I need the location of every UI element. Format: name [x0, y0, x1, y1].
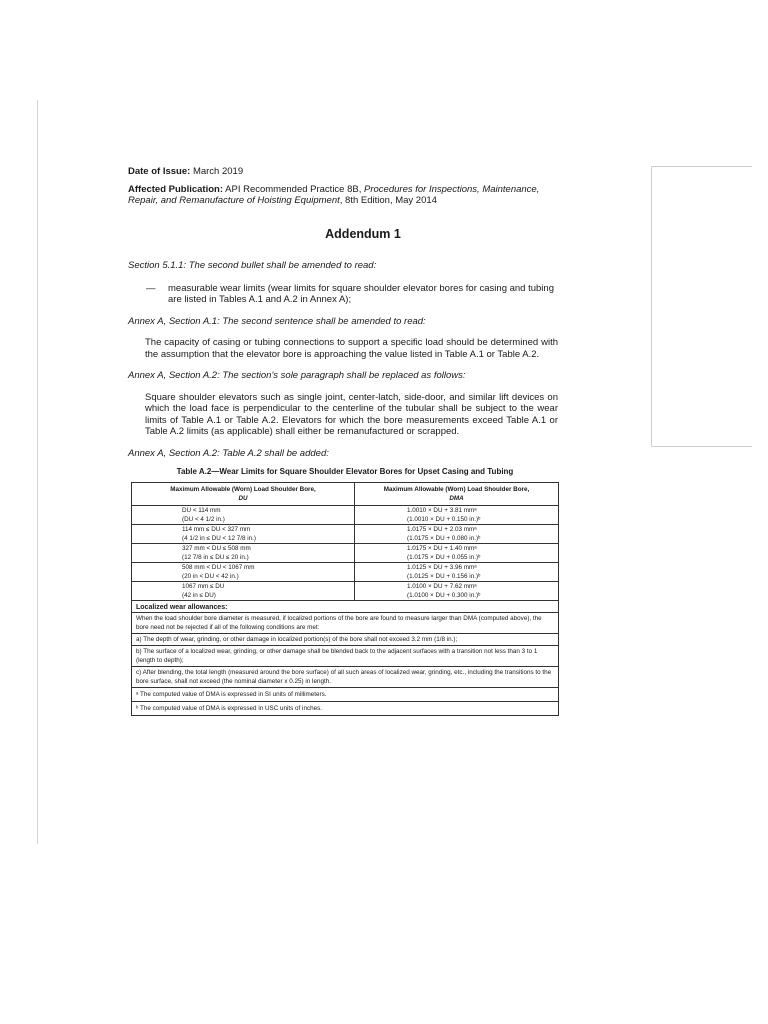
- bore-range-mm: 327 mm < DU ≤ 508 mm: [182, 544, 251, 552]
- dash-marker: —: [146, 282, 156, 294]
- annex-a1-heading: Annex A, Section A.1: The second sentence shall be amended to read:: [128, 315, 426, 327]
- limit-formula-cell: [355, 543, 559, 562]
- header-dma-label: Maximum Allowable (Worn) Load Shoulder Bore,: [383, 485, 530, 493]
- affected-publication: [128, 184, 558, 207]
- bullet-text: measurable wear limits (wear limits for square shoulder elevator bores for casing and tubing are listed in Tables A.1 and A.2 in Annex A);: [168, 282, 554, 305]
- bore-range-cell: [132, 505, 355, 524]
- left-margin-line: [37, 100, 38, 844]
- limit-formula-in: (1.0175 × DU + 0.055 in.)ᵇ: [407, 553, 481, 561]
- limit-formula-cell: [355, 581, 559, 600]
- bore-range-mm: DU < 114 mm: [182, 506, 221, 514]
- table-row: [132, 581, 559, 600]
- table-row: [132, 562, 559, 581]
- condition-b-row: [132, 645, 559, 666]
- footnote-b: ᵇ The computed value of DMA is expressed in USC units of inches.: [132, 701, 559, 715]
- publication-title-1: Procedures for Inspections,: [364, 183, 480, 195]
- addendum-title: Addendum 1: [325, 226, 401, 241]
- annex-a2-table-heading: Annex A, Section A.2: Table A.2 shall be added:: [128, 447, 329, 459]
- bore-range-in: (20 in < DU < 42 in.): [182, 572, 239, 580]
- localized-wear-intro-row: [132, 612, 559, 633]
- limit-formula-in: (1.0100 × DU + 0.300 in.)ᵇ: [407, 591, 481, 599]
- annex-a2-text: Square shoulder elevators such as single joint, center-latch, side-door, and similar lift devices on which the load face is perpendicular to the centerline of the tubular shall be subject to the wear limits of Table A.1 or Table A.2. Elevators for which the bore measurements exceed Table A.1 or Table A.2 limits (as applicable) shall either be remanufactured or scrapped.: [145, 391, 558, 437]
- footnote-a: ᵃ The computed value of DMA is expressed in SI units of millimeters.: [132, 687, 559, 701]
- bore-range-cell: [132, 581, 355, 600]
- footnote-b-row: [132, 701, 559, 715]
- bore-range-in: (12 7/8 in ≤ DU ≤ 20 in.): [182, 553, 249, 561]
- condition-c: c) After blending, the total length (measured around the bore surface) of all such areas of localized wear, grinding, etc., including the transitions to the bore surface, shall not exceed (the nominal diameter x 0.25) in length.: [132, 666, 559, 687]
- header-dma: [355, 482, 559, 505]
- date-label: Date of Issue:: [128, 166, 191, 177]
- condition-a-row: [132, 633, 559, 645]
- limit-formula-mm: 1.0175 × DU + 1.40 mmᵃ: [407, 544, 477, 552]
- limit-formula-in: (1.0175 × DU + 0.080 in.)ᵇ: [407, 534, 481, 542]
- bullet-item: [146, 283, 558, 306]
- bore-range-mm: 114 mm ≤ DU < 327 mm: [182, 525, 251, 533]
- bore-range-mm: 508 mm < DU < 1067 mm: [182, 563, 255, 571]
- bore-range-in: (4 1/2 in ≤ DU < 12 7/8 in.): [182, 534, 256, 542]
- header-dma-symbol: DMA: [449, 494, 464, 502]
- bore-range-cell: [132, 524, 355, 543]
- footnote-a-row: [132, 687, 559, 701]
- publication-text-1: API Recommended Practice 8B,: [225, 183, 362, 195]
- bore-range-cell: [132, 543, 355, 562]
- table-row: [132, 543, 559, 562]
- limit-formula-in: (1.0125 × DU + 0.156 in.)ᵇ: [407, 572, 481, 580]
- table-row: [132, 505, 559, 524]
- limit-formula-mm: 1.0125 × DU + 3.96 mmᵃ: [407, 563, 477, 571]
- limit-formula-mm: 1.0175 × DU + 2.03 mmᵃ: [407, 525, 477, 533]
- date-of-issue: [128, 166, 558, 178]
- header-du-label: Maximum Allowable (Worn) Load Shoulder Bore,: [170, 485, 316, 493]
- publication-text-2: , 8th Edition, May 2014: [339, 195, 437, 206]
- date-value: March 2019: [192, 166, 244, 177]
- limit-formula-cell: [355, 524, 559, 543]
- bore-range-in: (DU < 4 1/2 in.): [182, 515, 225, 523]
- bore-range-cell: [132, 562, 355, 581]
- annex-a2-heading: Annex A, Section A.2: The section's sole paragraph shall be replaced as follows:: [128, 370, 466, 381]
- condition-b: b) The surface of a localized wear, grinding, or other damage shall be blended back to the adjacent surfaces with a transition not less than 3 to 1 (length to depth);: [132, 645, 559, 666]
- limit-formula-in: (1.0010 × DU + 0.150 in.)ᵇ: [407, 515, 481, 523]
- bore-range-in: (42 in ≤ DU): [182, 591, 216, 599]
- annex-a1-text: The capacity of casing or tubing connections to support a specific load should be determined with the assumption that the elevator bore is approaching the value listed in Table A.1 or Table A.2.: [145, 337, 558, 360]
- document-page: [128, 166, 558, 716]
- publication-title-2: Maintenance, Repair, and Remanufacture of Hoisting Equipment: [128, 183, 540, 206]
- bore-range-mm: 1067 mm ≤ DU: [182, 582, 225, 590]
- localized-wear-heading: Localized wear allowances:: [132, 600, 559, 612]
- limit-formula-mm: 1.0100 × DU + 7.62 mmᵃ: [407, 582, 477, 590]
- condition-c-row: [132, 666, 559, 687]
- wear-limits-table: [131, 482, 559, 716]
- condition-a: a) The depth of wear, grinding, or other damage in localized portion(s) of the bore shall not exceed 3.2 mm (1/8 in.);: [132, 633, 559, 645]
- limit-formula-mm: 1.0010 × DU + 3.81 mmᵃ: [407, 506, 477, 514]
- localized-wear-heading-row: [132, 600, 559, 612]
- localized-wear-intro: When the load shoulder bore diameter is measured, if localized portions of the bore are found to measure larger than DMA (computed above), the bore need not be rejected if all of the following conditions are met:: [132, 612, 559, 633]
- table-row: [132, 524, 559, 543]
- header-du: [132, 482, 355, 505]
- header-du-symbol: DU: [238, 494, 248, 502]
- table-caption: Table A.2—Wear Limits for Square Shoulder Elevator Bores for Upset Casing and Tubing: [176, 467, 514, 476]
- table-header-row: [132, 482, 559, 505]
- limit-formula-cell: [355, 562, 559, 581]
- limit-formula-cell: [355, 505, 559, 524]
- side-panel: [651, 166, 752, 447]
- publication-label: Affected Publication:: [128, 183, 224, 195]
- section-5-1-1-heading: Section 5.1.1: The second bullet shall be amended to read:: [128, 260, 377, 271]
